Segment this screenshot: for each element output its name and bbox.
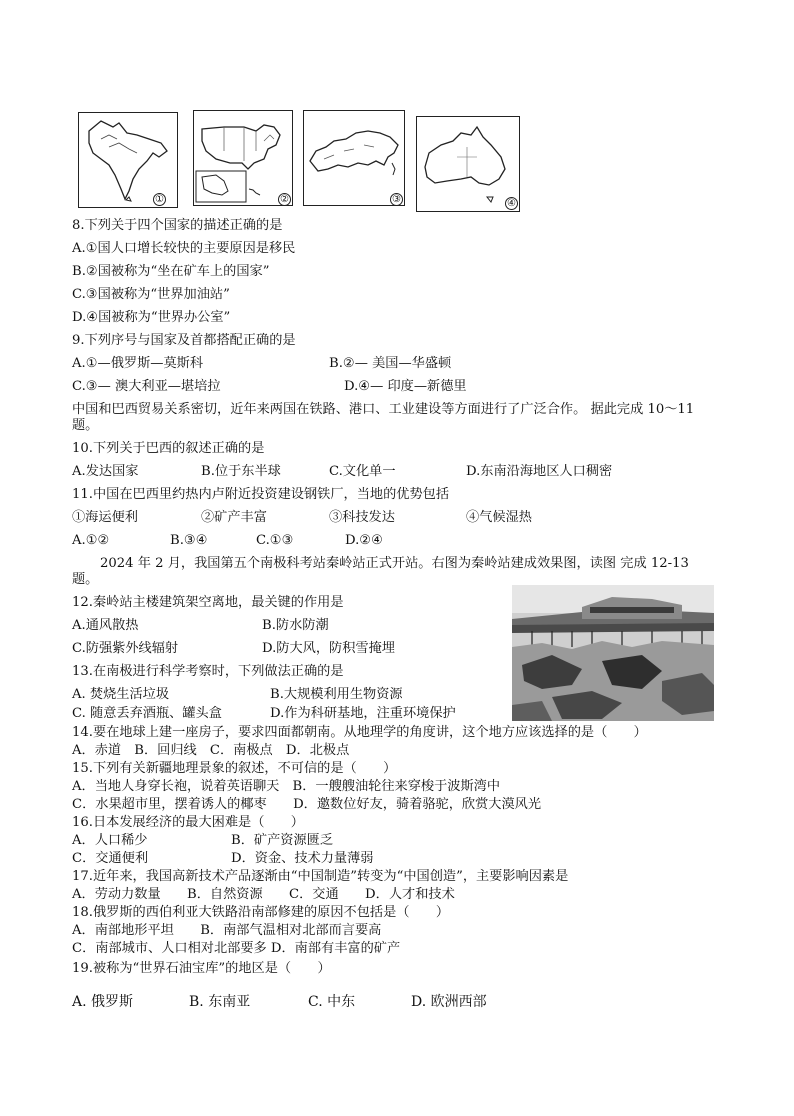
q19-option-b: B. 东南亚 — [189, 994, 251, 1010]
q15-options-cd: C．水果超市里，摆着诱人的椰枣 D．邀数位好友，骑着骆驼，欣赏大漠风光 — [72, 797, 542, 812]
q16-option-d: D．资金、技术力量薄弱 — [231, 851, 374, 866]
q11-item-2: ②矿产丰富 — [201, 510, 267, 525]
q12-option-c: C.防强紫外线辐射 — [72, 641, 179, 656]
q16-option-a: A．人口稀少 — [72, 833, 148, 848]
q18-options-ab: A．南部地形平坦 B．南部气温相对北部而言要高 — [72, 923, 382, 938]
q11-item-1: ①海运便利 — [72, 510, 138, 525]
q8-option-a: A.①国人口增长较快的主要原因是移民 — [72, 241, 296, 256]
qinling-station-image — [512, 585, 714, 721]
brazil-intro-line1: 中国和巴西贸易关系密切，近年来两国在铁路、港口、工业建设等方面进行了广泛合作。 据此完成 10～11 — [72, 402, 695, 417]
q10-option-d: D.东南沿海地区人口稠密 — [466, 464, 613, 479]
qinling-intro-line2: 题。 — [72, 572, 99, 587]
q10-option-c: C.文化单一 — [329, 464, 396, 479]
q12-option-a: A.通风散热 — [72, 618, 139, 633]
q19-stem: 19.被称为“世界石油宝库”的地区是（ ） — [72, 961, 331, 976]
q12-option-d: D.防大风，防积雪掩埋 — [262, 641, 395, 656]
q11-option-a: A.①② — [72, 533, 110, 548]
qinling-station-photo — [512, 585, 714, 721]
q12-stem: 12.秦岭站主楼建筑架空离地，最关键的作用是 — [72, 595, 344, 610]
q11-item-3: ③科技发达 — [329, 510, 395, 525]
q13-stem: 13.在南极进行科学考察时，下列做法正确的是 — [72, 664, 344, 679]
q8-stem: 8.下列关于四个国家的描述正确的是 — [72, 218, 283, 233]
q9-stem: 9.下列序号与国家及首都搭配正确的是 — [72, 333, 296, 348]
q12-option-b: B.防水防潮 — [262, 618, 329, 633]
map-india — [78, 112, 178, 208]
q11-option-c: C.①③ — [256, 533, 294, 548]
q8-option-c: C.③国被称为“世界加油站” — [72, 287, 230, 302]
q14-stem: 14.要在地球上建一座房子，要求四面都朝南。从地理学的角度讲，这个地方应该选择的是（ ） — [72, 725, 647, 740]
q8-option-d: D.④国被称为“世界办公室” — [72, 310, 231, 325]
usa-map-icon — [194, 111, 291, 204]
q9-option-d: D.④— 印度—新德里 — [344, 379, 467, 394]
q14-options: A．赤道 B．回归线 C．南极点 D．北极点 — [72, 743, 350, 758]
q15-options-ab: A．当地人身穿长袍，说着英语聊天 B．一艘艘油轮往来穿梭于波斯湾中 — [72, 779, 501, 794]
q13-option-b: B.大规模利用生物资源 — [270, 687, 403, 702]
q13-option-d: D.作为科研基地，注重环境保护 — [270, 706, 456, 721]
q10-stem: 10.下列关于巴西的叙述正确的是 — [72, 441, 265, 456]
q9-option-a: A.①—俄罗斯—莫斯科 — [72, 356, 204, 371]
q13-option-c: C. 随意丢弃酒瓶、罐头盒 — [72, 706, 222, 721]
q17-stem: 17.近年来，我国高新技术产品逐渐由“中国制造”转变为“中国创造”，主要影响因素是 — [72, 869, 569, 884]
q10-option-a: A.发达国家 — [72, 464, 139, 479]
q19-option-c: C. 中东 — [308, 994, 356, 1010]
q11-item-4: ④气候湿热 — [466, 510, 532, 525]
q9-option-b: B.②— 美国—华盛顿 — [329, 356, 452, 371]
q11-option-b: B.③④ — [170, 533, 208, 548]
russia-map-icon — [304, 111, 403, 204]
qinling-intro-line1: 2024 年 2 月，我国第五个南极科考站秦岭站正式开站。右图为秦岭站建成效果图，读图 完成 12-13 — [100, 556, 689, 571]
map-usa — [193, 110, 293, 206]
q16-option-b: B．矿产资源匮乏 — [231, 833, 334, 848]
q9-option-c: C.③— 澳大利亚—堪培拉 — [72, 379, 221, 394]
india-map-icon — [79, 113, 176, 206]
q11-stem: 11.中国在巴西里约热内卢附近投资建设钢铁厂，当地的优势包括 — [72, 487, 450, 502]
map-marker: ③ — [390, 193, 403, 206]
q16-option-c: C．交通便利 — [72, 851, 149, 866]
map-australia — [416, 116, 520, 212]
q13-option-a: A. 焚烧生活垃圾 — [72, 687, 170, 702]
q11-option-d: D.②④ — [345, 533, 383, 548]
q17-options: A．劳动力数量 B．自然资源 C．交通 D．人才和技术 — [72, 887, 455, 902]
q19-option-a: A. 俄罗斯 — [72, 994, 134, 1010]
q18-options-cd: C．南部城市、人口相对北部要多 D．南部有丰富的矿产 — [72, 941, 401, 956]
map-marker: ① — [153, 193, 166, 206]
map-russia — [303, 110, 405, 206]
q8-option-b: B.②国被称为“坐在矿车上的国家” — [72, 264, 270, 279]
q10-option-b: B.位于东半球 — [201, 464, 281, 479]
australia-map-icon — [417, 117, 518, 210]
map-marker: ② — [278, 193, 291, 206]
q16-stem: 16.日本发展经济的最大困难是（ ） — [72, 815, 304, 830]
q15-stem: 15.下列有关新疆地理景象的叙述，不可信的是（ ） — [72, 761, 397, 776]
q19-option-d: D. 欧洲西部 — [411, 994, 487, 1010]
q18-stem: 18.俄罗斯的西伯利亚大铁路沿南部修建的原因不包括是（ ） — [72, 905, 450, 920]
map-marker: ④ — [505, 197, 518, 210]
brazil-intro-line2: 题。 — [72, 418, 99, 433]
